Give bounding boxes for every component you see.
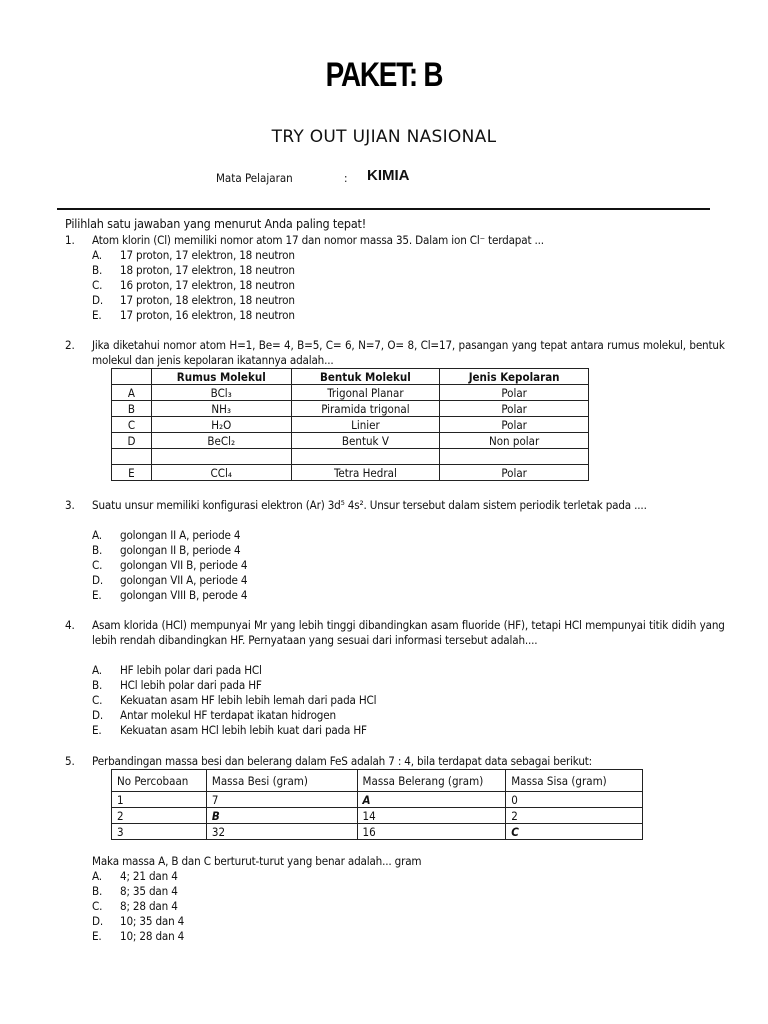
option-text: Kekuatan asam HF lebih lebih lemah dari pada HCl [120,693,377,707]
question-number: 1. [65,233,75,247]
table-cell: E [112,465,152,481]
table-header: Bentuk Molekul [291,369,440,385]
question-number: 4. [65,618,75,632]
option-text: golongan II B, periode 4 [120,543,241,557]
table-cell: Linier [291,417,440,433]
option-text: 16 proton, 17 elektron, 18 neutron [120,278,295,292]
table-cell-unknown: C [506,824,643,840]
subject-colon: : [344,171,348,185]
table-cell: 14 [357,808,506,824]
table-cell [291,449,440,465]
table-row [112,808,643,824]
table-cell: 0 [506,792,643,808]
table-cell [440,449,589,465]
table-row [112,385,589,401]
option-text: 8; 28 dan 4 [120,899,178,913]
table-row [112,792,643,808]
option-text: 17 proton, 18 elektron, 18 neutron [120,293,295,307]
option-letter: E. [92,588,102,602]
subject-label: Mata Pelajaran [216,171,293,185]
molecule-table [111,368,589,481]
table-cell: A [112,385,152,401]
option-letter: E. [92,929,102,943]
option-letter: A. [92,248,102,262]
table-header-row [112,770,643,792]
option-letter: A. [92,528,102,542]
option-letter: A. [92,869,102,883]
table-cell: Piramida trigonal [291,401,440,417]
question-followup: Maka massa A, B dan C berturut-turut yang benar adalah... gram [92,854,422,868]
table-cell: Tetra Hedral [291,465,440,481]
table-cell: 16 [357,824,506,840]
question-text: Suatu unsur memiliki konfigurasi elektron (Ar) 3d⁵ 4s². Unsur tersebut dalam sistem periodik terletak pada .... [92,498,647,512]
option-text: golongan II A, periode 4 [120,528,241,542]
header-divider [57,208,710,210]
table-cell: Polar [440,401,589,417]
option-letter: C. [92,693,103,707]
table-row [112,401,589,417]
table-cell: CCl₄ [151,465,291,481]
option-text: golongan VII A, periode 4 [120,573,248,587]
question-number: 5. [65,754,75,768]
table-header [112,369,152,385]
option-text: Kekuatan asam HCl lebih lebih kuat dari pada HF [120,723,367,737]
question-text: Jika diketahui nomor atom H=1, Be= 4, B=5, C= 6, N=7, O= 8, Cl=17, pasangan yang tepat antara rumus molekul, bentuk molekul dan jenis kepolaran ikatannya adalah... [92,338,725,367]
option-letter: A. [92,663,102,677]
option-letter: E. [92,723,102,737]
table-row-empty [112,449,589,465]
option-text: HF lebih polar dari pada HCl [120,663,262,677]
option-text: golongan VII B, periode 4 [120,558,248,572]
question-number: 2. [65,338,75,352]
table-cell: Trigonal Planar [291,385,440,401]
question-text: Atom klorin (Cl) memiliki nomor atom 17 dan nomor massa 35. Dalam ion Cl⁻ terdapat ... [92,233,544,247]
option-letter: D. [92,573,103,587]
question-number: 3. [65,498,75,512]
table-cell: Bentuk V [291,433,440,449]
table-cell: 1 [112,792,207,808]
table-cell [151,449,291,465]
option-letter: C. [92,558,103,572]
option-letter: C. [92,278,103,292]
table-cell: D [112,433,152,449]
table-cell: 3 [112,824,207,840]
option-text: 17 proton, 17 elektron, 18 neutron [120,248,295,262]
option-text: HCl lebih polar dari pada HF [120,678,262,692]
option-letter: B. [92,678,103,692]
option-letter: C. [92,899,103,913]
table-cell: BeCl₂ [151,433,291,449]
option-letter: B. [92,263,103,277]
table-cell [112,449,152,465]
table-header-row [112,369,589,385]
table-row [112,417,589,433]
table-row [112,465,589,481]
table-header: Massa Belerang (gram) [357,770,506,792]
table-row [112,824,643,840]
table-header: Jenis Kepolaran [440,369,589,385]
instruction: Pilihlah satu jawaban yang menurut Anda paling tepat! [65,216,367,231]
option-letter: B. [92,884,103,898]
package-label: PAKET: B [325,56,443,94]
table-row [112,433,589,449]
option-text: 17 proton, 16 elektron, 18 neutron [120,308,295,322]
option-text: 10; 28 dan 4 [120,929,185,943]
table-cell: Polar [440,385,589,401]
option-letter: E. [92,308,102,322]
table-cell: 2 [112,808,207,824]
question-text: Asam klorida (HCl) mempunyai Mr yang lebih tinggi dibandingkan asam fluoride (HF), tetapi HCl mempunyai titik didih yang lebih rendah dibandingkan HF. Pernyataan yang sesuai dari informasi tersebut adalah.... [92,618,725,647]
exam-title: TRY OUT UJIAN NASIONAL [271,127,497,147]
option-text: golongan VIII B, perode 4 [120,588,248,602]
table-cell: 7 [206,792,357,808]
table-cell: C [112,417,152,433]
option-text: Antar molekul HF terdapat ikatan hidrogen [120,708,336,722]
option-text: 8; 35 dan 4 [120,884,178,898]
table-header: Massa Sisa (gram) [506,770,643,792]
table-cell: NH₃ [151,401,291,417]
option-letter: B. [92,543,103,557]
table-cell: Polar [440,465,589,481]
table-cell: Non polar [440,433,589,449]
table-cell: H₂O [151,417,291,433]
option-letter: D. [92,293,103,307]
table-cell: BCl₃ [151,385,291,401]
option-text: 10; 35 dan 4 [120,914,185,928]
table-cell: B [112,401,152,417]
question-text: Perbandingan massa besi dan belerang dalam FeS adalah 7 : 4, bila terdapat data sebagai berikut: [92,754,593,768]
option-letter: D. [92,914,103,928]
subject-value: KIMIA [367,167,410,184]
table-cell-unknown: A [357,792,506,808]
table-header: No Percobaan [112,770,207,792]
option-text: 18 proton, 17 elektron, 18 neutron [120,263,295,277]
option-text: 4; 21 dan 4 [120,869,178,883]
option-letter: D. [92,708,103,722]
table-header: Massa Besi (gram) [206,770,357,792]
table-header: Rumus Molekul [151,369,291,385]
mass-table [111,769,643,840]
table-cell-unknown: B [206,808,357,824]
table-cell: Polar [440,417,589,433]
table-cell: 2 [506,808,643,824]
table-cell: 32 [206,824,357,840]
